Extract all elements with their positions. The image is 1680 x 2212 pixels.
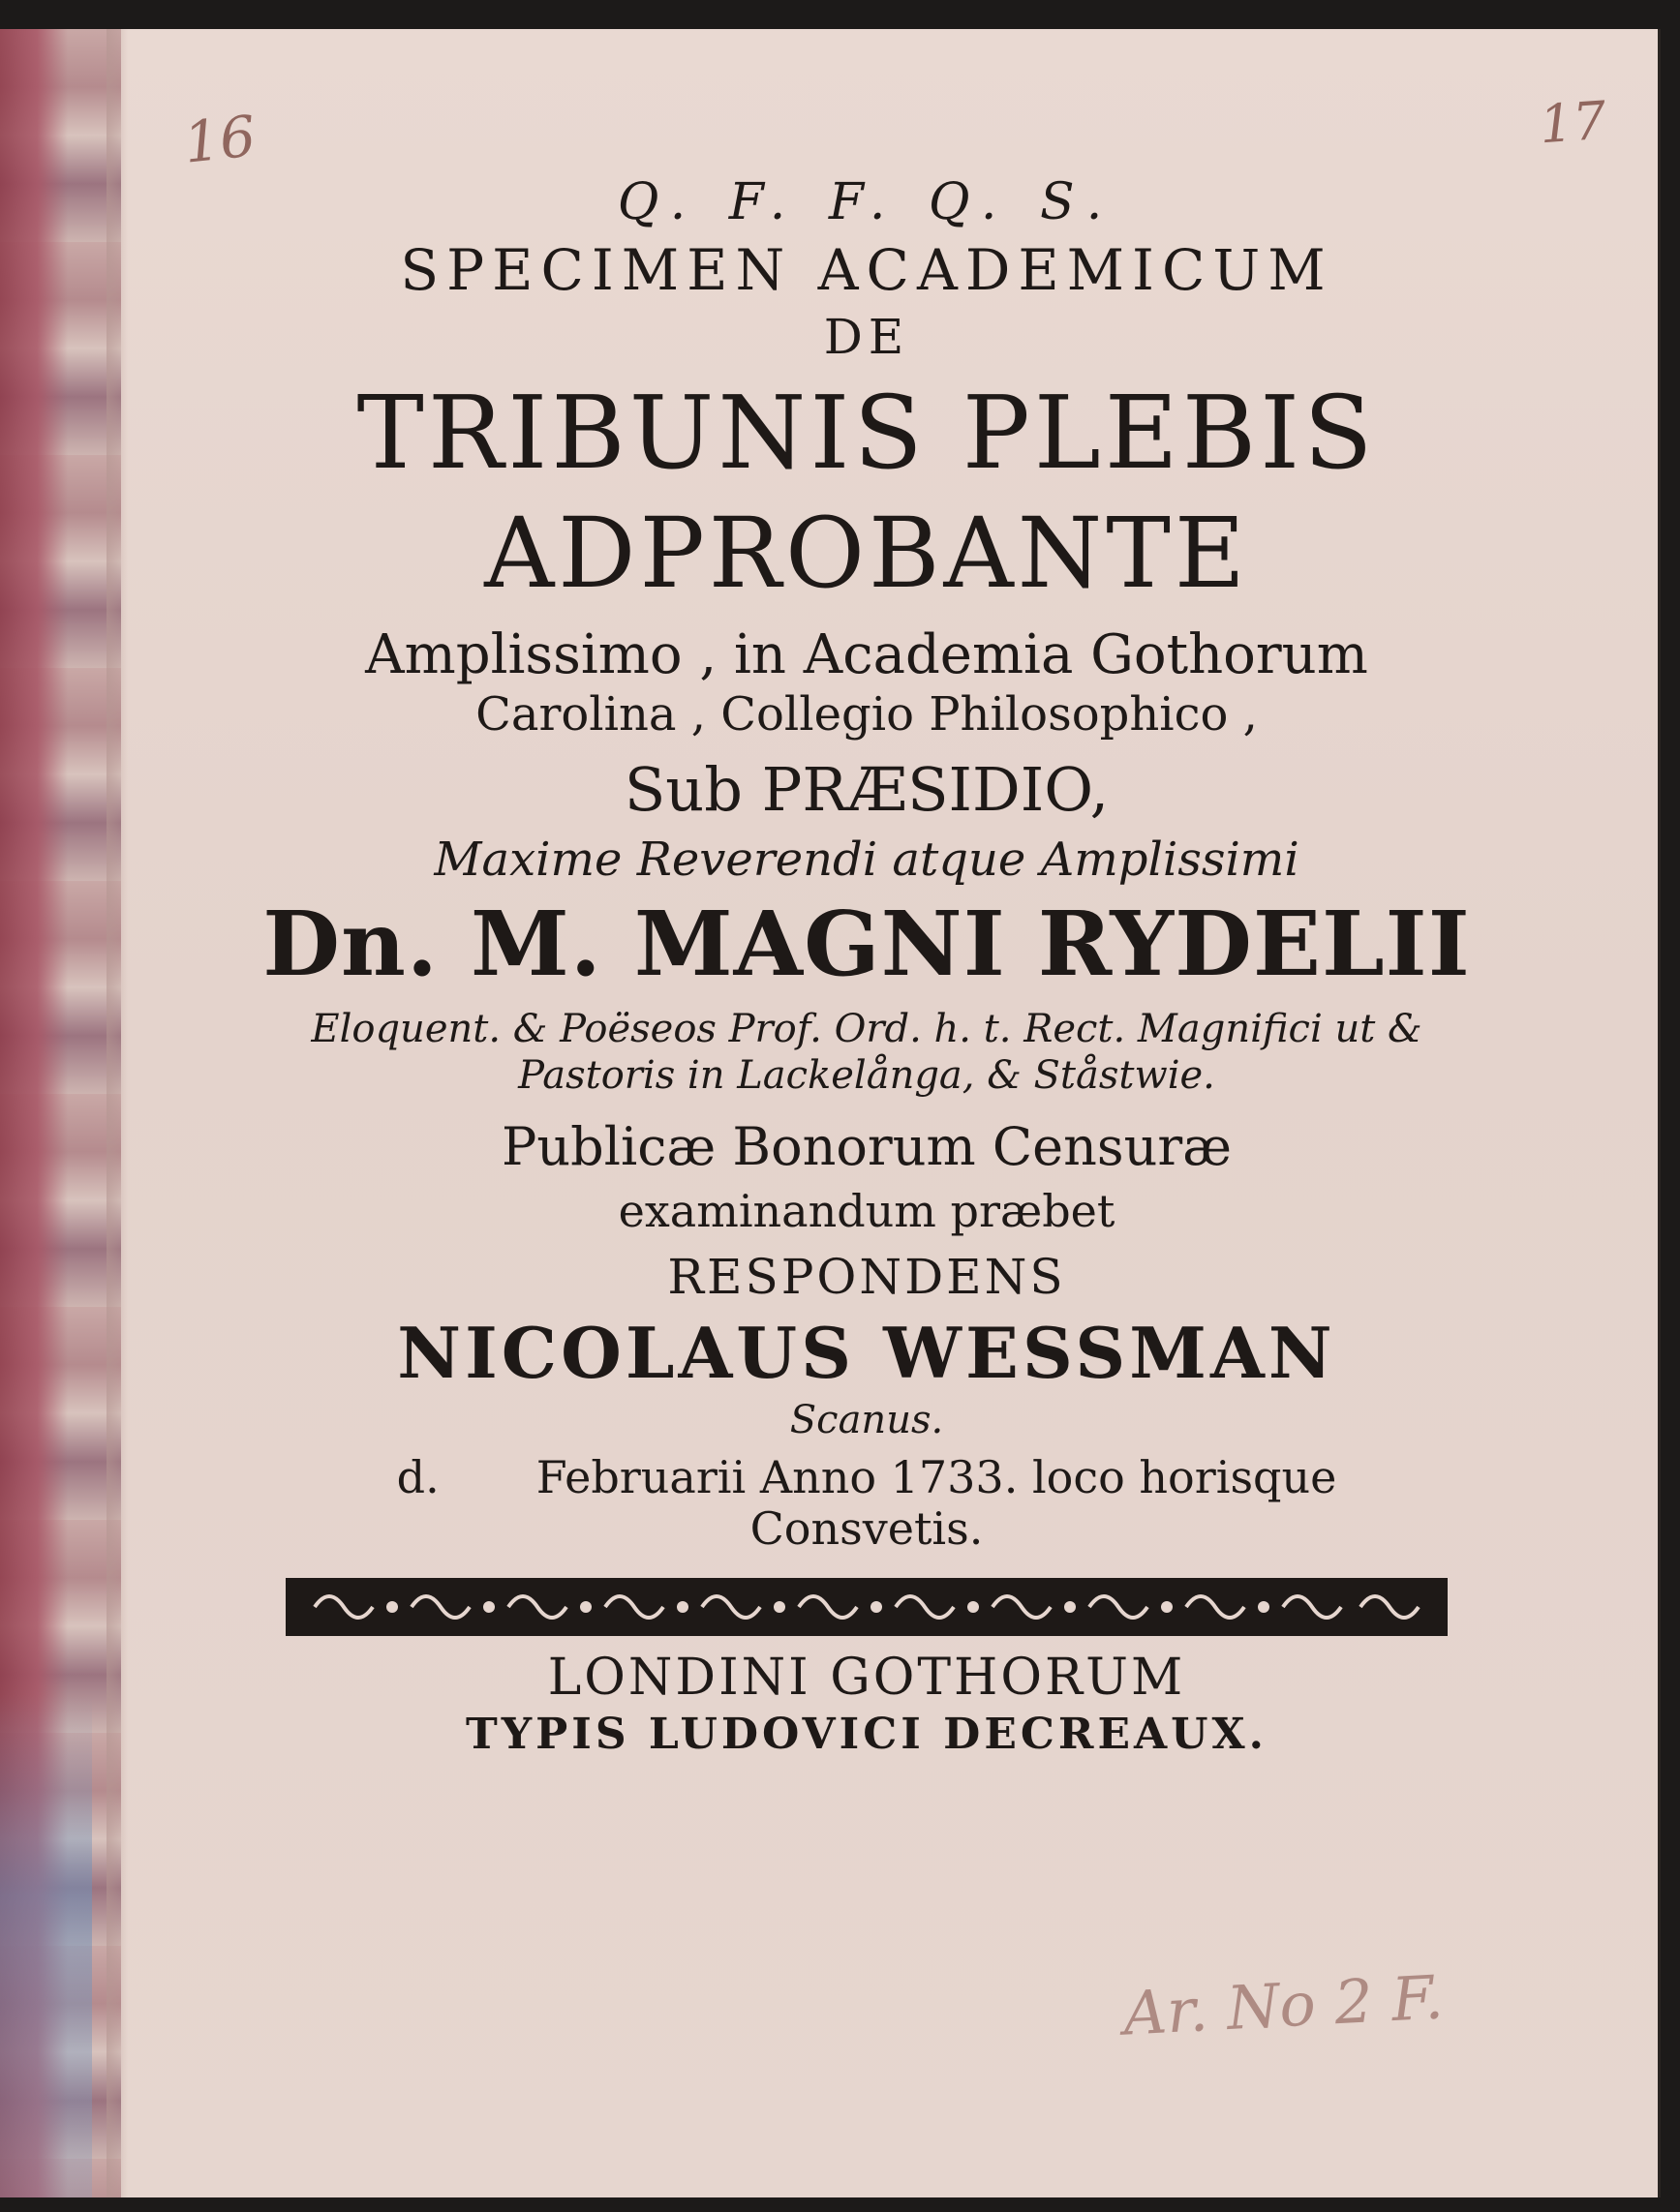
spine-edge bbox=[107, 29, 128, 2197]
line-examinandum: examinandum præbet bbox=[618, 1184, 1115, 1237]
line-maxime: Maxime Reverendi atque Amplissimi bbox=[434, 833, 1299, 888]
date-prefix: d. bbox=[396, 1450, 440, 1503]
line-respondens: RESPONDENS bbox=[667, 1249, 1066, 1306]
marbled-spine-blue-stain bbox=[0, 1694, 92, 2197]
ornament-border bbox=[286, 1578, 1448, 1636]
title-de: DE bbox=[823, 309, 910, 366]
annotation-bottom-right: Ar. No 2 F. bbox=[1121, 1961, 1446, 2049]
annotation-top-left: 16 bbox=[180, 103, 260, 176]
line-consvetis: Consvetis. bbox=[749, 1501, 984, 1555]
title-adprobante: ADPROBANTE bbox=[484, 496, 1249, 610]
praeses-name: Dn. M. MAGNI RYDELII bbox=[262, 891, 1471, 996]
annotation-top-right: 17 bbox=[1537, 89, 1608, 156]
title-page-content bbox=[174, 174, 1559, 1760]
line-eloquent: Eloquent. & Poëseos Prof. Ord. h. t. Rect. Magnifici ut & bbox=[311, 1007, 1422, 1052]
line-scanus: Scanus. bbox=[789, 1397, 944, 1442]
date-text: Februarii Anno 1733. loco horisque bbox=[535, 1450, 1337, 1503]
title-specimen: SPECIMEN ACADEMICUM bbox=[400, 236, 1333, 303]
line-sub-praesidio: Sub PRÆSIDIO, bbox=[624, 754, 1110, 826]
respondent-name: NICOLAUS WESSMAN bbox=[397, 1311, 1336, 1394]
line-carolina: Carolina , Collegio Philosophico , bbox=[475, 686, 1258, 742]
line-publicae: Publicæ Bonorum Censuræ bbox=[502, 1116, 1232, 1178]
imprint-city: LONDINI GOTHORUM bbox=[547, 1648, 1186, 1707]
acronym-line: Q. F. F. Q. S. bbox=[617, 173, 1116, 231]
date-line bbox=[174, 1452, 1559, 1503]
line-pastoris: Pastoris in Lackelånga, & Ståstwie. bbox=[518, 1053, 1215, 1099]
line-amplissimo: Amplissimo , in Academia Gothorum bbox=[365, 622, 1368, 686]
imprint-printer: TYPIS LUDOVICI DECREAUX. bbox=[466, 1710, 1268, 1760]
title-tribunis-plebis: TRIBUNIS PLEBIS bbox=[356, 373, 1377, 492]
